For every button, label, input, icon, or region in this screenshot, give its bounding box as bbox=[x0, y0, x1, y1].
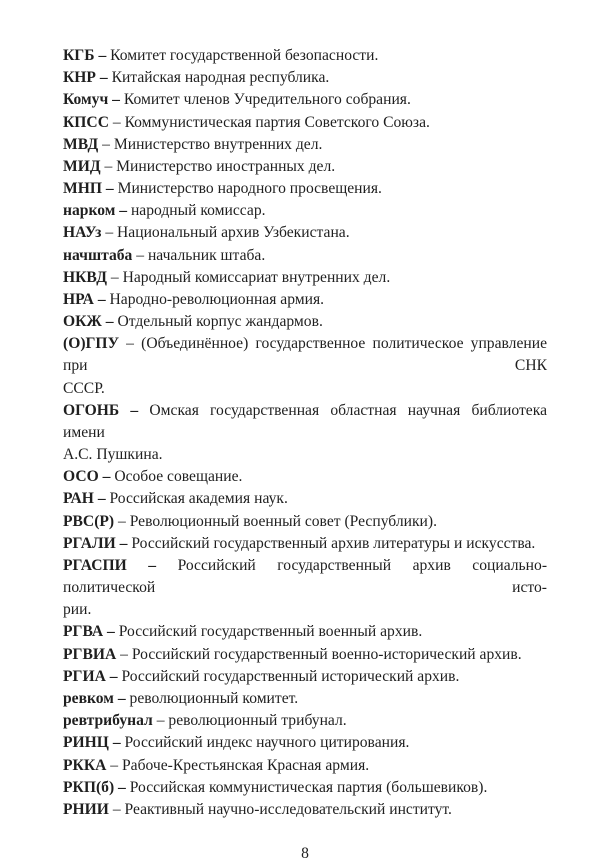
abbreviation-entry-line bbox=[63, 755, 547, 777]
abbreviation-entry bbox=[63, 134, 547, 156]
dash-separator: – bbox=[108, 113, 125, 131]
abbreviation-entry-line bbox=[63, 488, 547, 510]
abbreviation-entry bbox=[63, 533, 547, 555]
abbreviation-term: РКП(б) bbox=[63, 778, 115, 796]
abbreviation-definition: Омская государственная областная научная библиотека имени bbox=[63, 401, 547, 441]
abbreviation-entry-line bbox=[63, 533, 547, 555]
definition-continuation-line: А.С. Пушкина. bbox=[63, 446, 163, 464]
abbreviation-entry-line bbox=[63, 289, 547, 311]
abbreviation-entry bbox=[63, 799, 547, 821]
abbreviation-definition: Министерство иностранных дел. bbox=[116, 157, 336, 175]
abbreviation-definition: Комитет государственной безопасности. bbox=[110, 47, 379, 64]
abbreviation-entry-line bbox=[63, 333, 547, 377]
abbreviation-entry bbox=[63, 333, 547, 400]
abbreviation-term: ОКЖ bbox=[63, 313, 102, 331]
abbreviation-term: ревком bbox=[63, 689, 114, 707]
abbreviation-entry bbox=[63, 289, 547, 311]
abbreviation-entry-line bbox=[63, 466, 547, 488]
abbreviation-entry bbox=[63, 400, 547, 467]
abbreviation-definition: Народно-революционная армия. bbox=[109, 290, 325, 308]
abbreviation-definition: Российский государственный архив социально-политической исто- bbox=[63, 556, 548, 597]
abbreviation-term: РГВИА bbox=[63, 645, 117, 663]
abbreviation-term: ОГОНБ bbox=[63, 401, 120, 419]
abbreviation-entry-line bbox=[63, 555, 547, 599]
dash-separator: – bbox=[108, 734, 125, 752]
dash-separator: – bbox=[101, 224, 118, 242]
abbreviation-term: РГВА bbox=[63, 623, 104, 641]
abbreviation-entry bbox=[63, 710, 547, 732]
abbreviation-entry-line bbox=[63, 67, 547, 89]
abbreviation-definition: Революционный военный совет (Республики). bbox=[129, 512, 437, 530]
dash-separator: – bbox=[115, 202, 131, 220]
abbreviation-entry bbox=[63, 688, 547, 710]
abbreviation-entry bbox=[63, 621, 547, 643]
abbreviation-entry-line bbox=[63, 732, 547, 754]
dash-separator: – bbox=[132, 246, 148, 264]
abbreviation-definition: Особое совещание. bbox=[114, 468, 243, 486]
abbreviation-term: МНП bbox=[63, 180, 102, 198]
dash-separator: – bbox=[113, 689, 130, 707]
dash-separator: – bbox=[115, 534, 132, 552]
abbreviation-term: РАН bbox=[63, 490, 94, 508]
abbreviation-definition: начальник штаба. bbox=[147, 246, 266, 264]
abbreviation-term: КНР bbox=[63, 69, 96, 87]
abbreviation-definition: Реактивный научно-исследовательский институт. bbox=[124, 800, 452, 818]
abbreviation-term: РНИИ bbox=[63, 800, 109, 818]
dash-separator: – bbox=[114, 512, 130, 530]
abbreviation-entry bbox=[63, 245, 547, 267]
dash-separator: – bbox=[114, 778, 130, 796]
abbreviation-entry-line bbox=[63, 799, 547, 821]
abbreviation-entry bbox=[63, 222, 547, 244]
abbreviation-term: РГАЛИ bbox=[63, 534, 116, 552]
abbreviation-entry bbox=[63, 732, 547, 754]
abbreviation-entry bbox=[63, 466, 547, 488]
abbreviation-entry-line bbox=[63, 688, 547, 710]
abbreviation-term: РККА bbox=[63, 756, 107, 774]
abbreviation-definition: Российский государственный военный архив. bbox=[118, 623, 423, 641]
dash-separator: – bbox=[101, 313, 118, 331]
dash-separator: – bbox=[126, 556, 178, 574]
abbreviation-definition: Отдельный корпус жандармов. bbox=[117, 313, 323, 331]
abbreviation-term: (О)ГПУ bbox=[63, 335, 120, 353]
dash-separator: – bbox=[116, 645, 132, 663]
abbreviation-entry-line bbox=[63, 311, 547, 333]
abbreviation-entry bbox=[63, 511, 547, 533]
abbreviation-entry bbox=[63, 666, 547, 688]
abbreviation-term: КГБ bbox=[63, 47, 95, 64]
abbreviation-term: Комуч bbox=[63, 91, 109, 109]
abbreviation-definition: Министерство народного просвещения. bbox=[117, 180, 382, 198]
dash-separator: – bbox=[95, 69, 112, 87]
dash-separator: – bbox=[101, 180, 118, 198]
abbreviation-entry-line bbox=[63, 666, 547, 688]
abbreviation-entry-line bbox=[63, 156, 547, 178]
abbreviation-definition: (Объединённое) государственное политическое управление при СНК bbox=[63, 335, 547, 375]
abbreviation-definition: Народный комиссариат внутренних дел. bbox=[122, 268, 391, 286]
abbreviation-entry-line bbox=[63, 200, 547, 222]
abbreviation-term: нарком bbox=[63, 202, 116, 220]
dash-separator: – bbox=[108, 800, 125, 818]
abbreviation-entry-line bbox=[63, 89, 547, 111]
page-number: 8 bbox=[301, 845, 309, 863]
abbreviation-term: РГАСПИ bbox=[63, 556, 127, 574]
abbreviation-definition: Национальный архив Узбекистана. bbox=[117, 224, 350, 242]
abbreviation-term: начштаба bbox=[63, 246, 133, 264]
dash-separator: – bbox=[119, 335, 142, 353]
abbreviation-definition: Министерство внутренних дел. bbox=[113, 135, 323, 153]
dash-separator: – bbox=[103, 623, 119, 641]
dash-separator: – bbox=[98, 135, 114, 153]
abbreviation-definition: народный комиссар. bbox=[130, 202, 266, 220]
dash-separator: – bbox=[106, 268, 123, 286]
abbreviation-entry-line bbox=[63, 400, 547, 444]
abbreviation-entry-line bbox=[63, 644, 547, 666]
definition-continuation-line: рии. bbox=[63, 601, 92, 619]
dash-separator: – bbox=[93, 290, 110, 308]
abbreviation-term: ревтрибунал bbox=[63, 712, 153, 730]
abbreviation-entry bbox=[63, 178, 547, 200]
dash-separator: – bbox=[108, 91, 124, 109]
abbreviation-entry bbox=[63, 112, 547, 134]
abbreviation-definition: революционный трибунал. bbox=[168, 712, 347, 730]
abbreviation-definition: Российская академия наук. bbox=[109, 490, 288, 508]
abbreviation-definition: Российский государственный военно-исторический архив. bbox=[131, 645, 522, 663]
abbreviation-definition: Российская коммунистическая партия (большевиков). bbox=[129, 778, 488, 796]
abbreviation-entry bbox=[63, 755, 547, 777]
abbreviation-entry bbox=[63, 777, 547, 799]
abbreviation-definition: Коммунистическая партия Советского Союза. bbox=[124, 113, 430, 131]
abbreviation-definition: революционный комитет. bbox=[129, 689, 299, 707]
abbreviation-list bbox=[63, 45, 547, 821]
abbreviation-entry-line bbox=[63, 178, 547, 200]
abbreviation-term: КПСС bbox=[63, 113, 109, 131]
abbreviation-definition: Российский индекс научного цитирования. bbox=[124, 734, 410, 752]
abbreviation-definition: Российский государственный архив литературы и искусства. bbox=[131, 534, 536, 552]
abbreviation-entry bbox=[63, 311, 547, 333]
abbreviation-entry-line bbox=[63, 245, 547, 267]
abbreviation-entry bbox=[63, 644, 547, 666]
abbreviation-term: МИД bbox=[63, 157, 101, 175]
abbreviation-entry bbox=[63, 45, 547, 67]
abbreviation-entry-line bbox=[63, 511, 547, 533]
abbreviation-entry-line bbox=[63, 222, 547, 244]
abbreviation-entry-line bbox=[63, 267, 547, 289]
abbreviation-term: РГИА bbox=[63, 667, 106, 685]
abbreviation-entry bbox=[63, 555, 547, 622]
abbreviation-entry bbox=[63, 200, 547, 222]
dash-separator: – bbox=[119, 401, 150, 419]
abbreviation-definition: Российский государственный исторический архив. bbox=[121, 667, 460, 685]
dash-separator: – bbox=[93, 490, 110, 508]
abbreviation-term: ОСО bbox=[63, 468, 99, 486]
abbreviation-entry-line bbox=[63, 621, 547, 643]
dash-separator: – bbox=[100, 157, 117, 175]
dash-separator: – bbox=[106, 756, 122, 774]
abbreviation-term: НКВД bbox=[63, 268, 107, 286]
abbreviation-definition: Комитет членов Учредительного собрания. bbox=[123, 91, 411, 109]
dash-separator: – bbox=[98, 468, 115, 486]
abbreviation-term: РИНЦ bbox=[63, 734, 109, 752]
abbreviation-entry bbox=[63, 156, 547, 178]
abbreviation-entry-line bbox=[63, 112, 547, 134]
abbreviation-entry bbox=[63, 89, 547, 111]
abbreviation-term: РВС(Р) bbox=[63, 512, 115, 530]
abbreviation-definition: Китайская народная республика. bbox=[111, 69, 330, 87]
abbreviation-entry-line bbox=[63, 710, 547, 732]
abbreviation-entry bbox=[63, 488, 547, 510]
abbreviation-term: МВД bbox=[63, 135, 99, 153]
abbreviation-entry-line bbox=[63, 45, 547, 67]
dash-separator: – bbox=[94, 47, 111, 64]
abbreviation-entry-line bbox=[63, 134, 547, 156]
abbreviation-entry bbox=[63, 267, 547, 289]
dash-separator: – bbox=[152, 712, 169, 730]
abbreviation-term: НРА bbox=[63, 290, 94, 308]
abbreviation-term: НАУз bbox=[63, 224, 102, 242]
definition-continuation-line: СССР. bbox=[63, 379, 105, 397]
abbreviation-entry bbox=[63, 67, 547, 89]
abbreviation-entry-line bbox=[63, 777, 547, 799]
abbreviation-definition: Рабоче-Крестьянская Красная армия. bbox=[122, 756, 370, 774]
dash-separator: – bbox=[105, 667, 122, 685]
